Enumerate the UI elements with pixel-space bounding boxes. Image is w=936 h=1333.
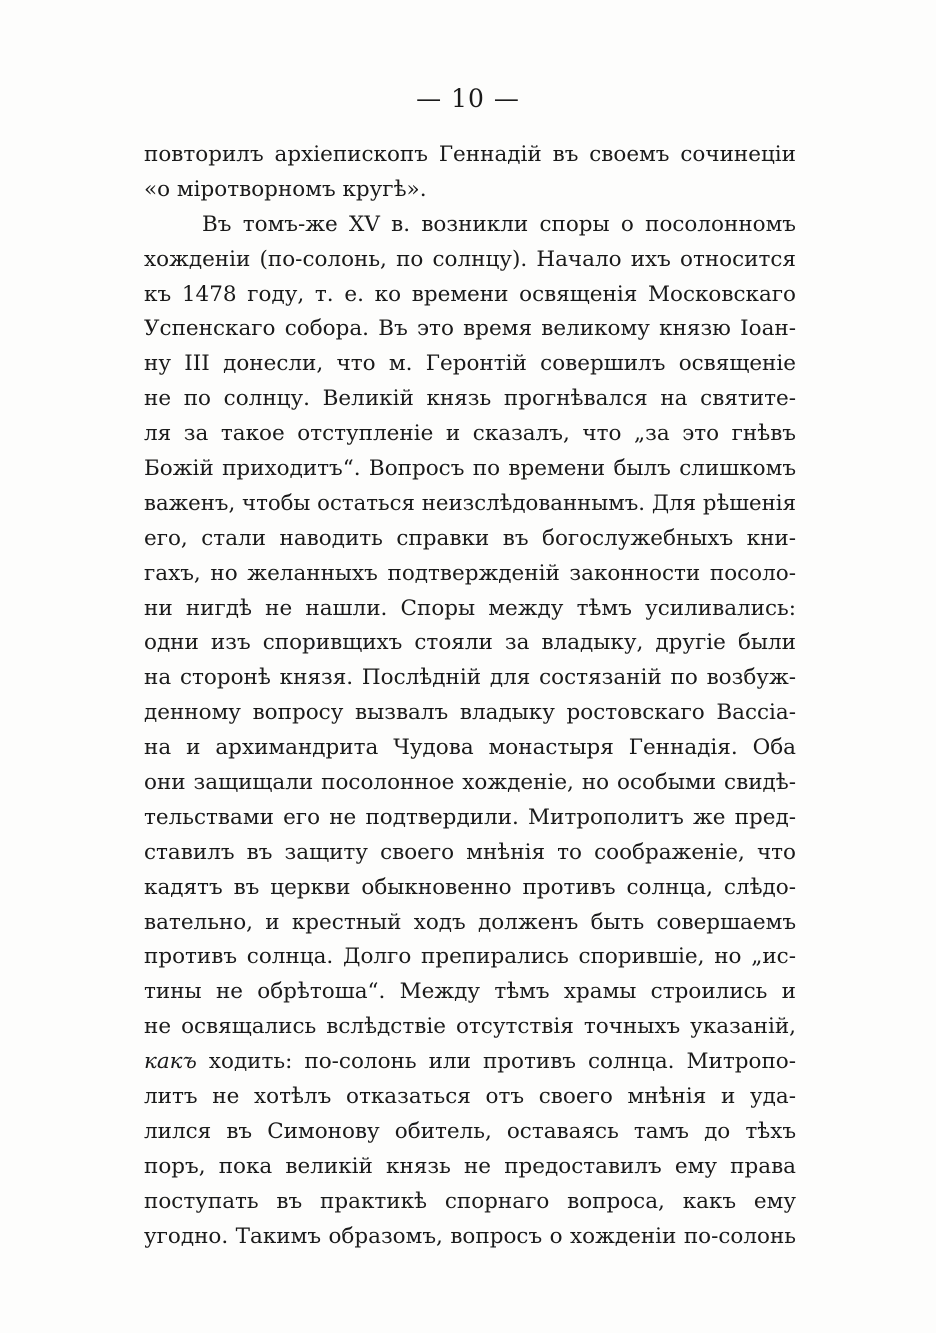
text-line: ля за такое отступленіе и сказалъ, что „за это гнѣвъ <box>144 421 796 447</box>
text-line: лился въ Симонову обитель, оставаясь тамъ до тѣхъ <box>144 1118 796 1144</box>
text-line: важенъ, чтобы остаться неизслѣдованнымъ. Для рѣшенія <box>144 490 796 516</box>
text-line-with-italic <box>144 1045 796 1080</box>
text-line: повторилъ архіепископъ Геннадій въ своемъ сочинеціи <box>144 142 796 167</box>
text-line: хожденіи (по-солонь, по солнцу). Начало ихъ относится <box>144 246 796 272</box>
text-line: Въ томъ-же XV в. возникли споры о посолонномъ <box>202 211 796 237</box>
text-line: Успенскаго собора. Въ это время великому князю Іоан- <box>144 316 796 342</box>
text-line: на сторонѣ князя. Послѣдній для состязаній по возбуж- <box>144 665 796 691</box>
text-line: тельствами его не подтвердили. Митрополитъ же пред- <box>144 804 796 830</box>
text-line: угодно. Такимъ образомъ, вопросъ о хожденіи по-солонь <box>144 1223 796 1249</box>
text-line: одни изъ споривщихъ стояли за владыку, другіе были <box>144 630 796 656</box>
text-line: Божій приходитъ“. Вопросъ по времени былъ слишкомъ <box>144 456 796 482</box>
text-line: поръ, пока великій князь не предоставилъ ему права <box>144 1153 796 1179</box>
text-line: гахъ, но желанныхъ подтвержденій законности посоло- <box>144 560 796 586</box>
text-line: ну III донесли, что м. Геронтій совершилъ освященіе <box>144 351 796 377</box>
text-line: они защищали посолонное хожденіе, но особыми свидѣ- <box>144 770 796 796</box>
text-line: поступать въ практикѣ спорнаго вопроса, какъ ему <box>144 1188 796 1214</box>
text-line: противъ солнца. Долго препирались спорившіе, но „ис- <box>144 944 796 970</box>
text-line: кадятъ въ церкви обыкновенно противъ солнца, слѣдо- <box>144 874 796 900</box>
text-line: на и архимандрита Чудова монастыря Геннадія. Оба <box>144 735 796 761</box>
text-line: ставилъ въ защиту своего мнѣнія то соображеніе, что <box>144 839 796 865</box>
text-line: не по солнцу. Великій князь прогнѣвался на святите- <box>144 386 796 412</box>
text-line: литъ не хотѣлъ отказаться отъ своего мнѣнія и уда- <box>144 1084 796 1110</box>
text-line: вательно, и крестный ходъ долженъ быть совершаемъ <box>144 909 796 935</box>
text-line: тины не обрѣтоша“. Между тѣмъ храмы строились и <box>144 979 796 1005</box>
text-line: къ 1478 году, т. е. ко времени освященія Московскаго <box>144 281 796 307</box>
italic-word: какъ <box>144 1049 197 1075</box>
text-line-rest: ходить: по-солонь или противъ солнца. Митропо- <box>208 1049 796 1075</box>
text-line: его, стали наводить справки въ богослужебныхъ кни- <box>144 525 796 551</box>
text-line: ни нигдѣ не нашли. Споры между тѣмъ усиливались: <box>144 595 796 621</box>
text-line: «о міротворномъ кругѣ». <box>144 176 427 202</box>
text-line: не освящались вслѣдствіе отсутствія точныхъ указаній, <box>144 1014 796 1040</box>
text-line: денному вопросу вызвалъ владыку ростовскаго Вассіа- <box>144 700 796 726</box>
page-number: — 10 — <box>416 84 520 113</box>
body-text <box>144 138 796 1255</box>
